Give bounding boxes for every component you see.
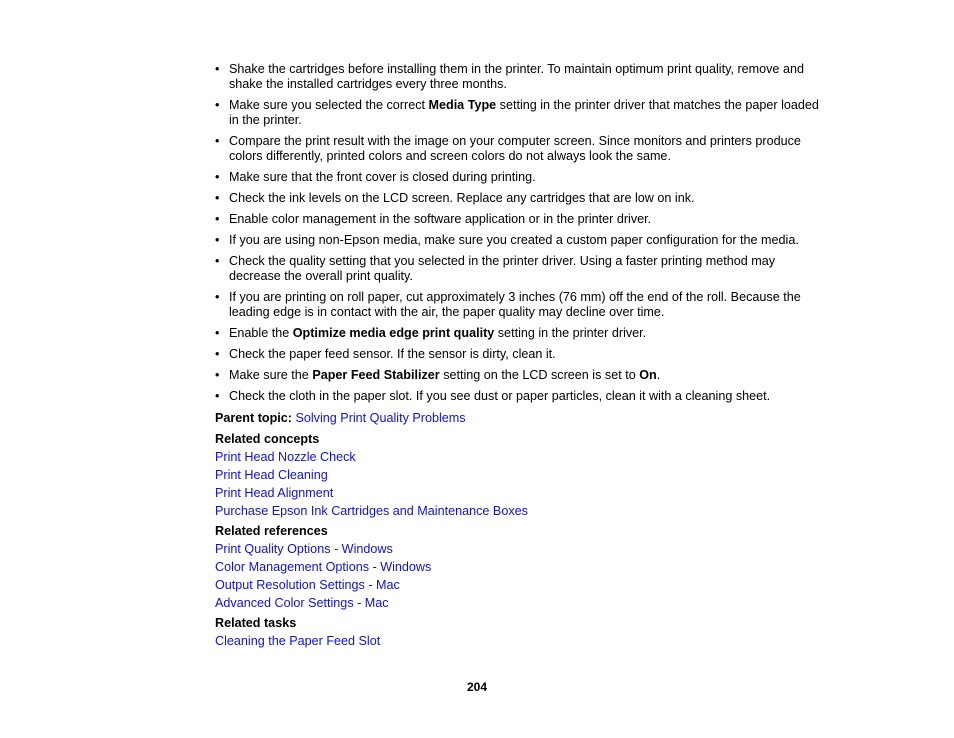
bullet-glyph: • xyxy=(215,62,220,76)
bullet-glyph: • xyxy=(215,98,220,112)
list-item xyxy=(215,254,825,284)
item-emphasis: Paper Feed Stabilizer xyxy=(312,368,440,382)
item-text: . xyxy=(656,368,661,382)
item-text: Check the paper feed sensor. If the sensor is dirty, clean it. xyxy=(229,347,556,361)
bullet-glyph: • xyxy=(215,191,220,205)
link-output-resolution-settings-mac[interactable]: Output Resolution Settings - Mac xyxy=(215,578,400,592)
list-item xyxy=(215,170,825,185)
item-text: Make sure that the front cover is closed during printing. xyxy=(229,170,536,184)
list-item xyxy=(215,212,825,227)
related-concepts-section xyxy=(215,430,835,520)
item-text: Enable color management in the software application or in the printer driver. xyxy=(229,212,652,226)
list-item xyxy=(215,233,825,248)
item-text: Compare the print result with the image on your computer screen. Since monitors and printers produce colors differently, printed colors and screen colors do not always look the same. xyxy=(229,134,801,163)
item-text: If you are using non-Epson media, make sure you created a custom paper configuration for the media. xyxy=(229,233,799,247)
link-print-head-cleaning[interactable]: Print Head Cleaning xyxy=(215,468,328,482)
page-number: 204 xyxy=(466,680,488,694)
item-emphasis: Optimize media edge print quality xyxy=(292,326,495,340)
related-references-section xyxy=(215,522,835,612)
parent-topic-link[interactable]: Solving Print Quality Problems xyxy=(295,411,466,425)
list-item xyxy=(215,389,825,404)
list-item xyxy=(215,191,825,206)
item-text: If you are printing on roll paper, cut approximately 3 inches (76 mm) off the end of the roll. Because the leading edge is in contact with the air, the paper quality may decline over time. xyxy=(229,290,801,319)
item-text: Make sure the xyxy=(229,368,313,382)
item-emphasis: On xyxy=(639,368,657,382)
bullet-glyph: • xyxy=(215,134,220,148)
bullet-glyph: • xyxy=(215,170,220,184)
bullet-glyph: • xyxy=(215,347,220,361)
related-concepts-heading: Related concepts xyxy=(215,432,320,446)
list-item xyxy=(215,326,825,341)
list-item xyxy=(215,290,825,320)
troubleshooting-list xyxy=(215,62,825,410)
item-text: Make sure you selected the correct xyxy=(229,98,429,112)
item-text: Shake the cartridges before installing them in the printer. To maintain optimum print quality, remove and shake the installed cartridges every three months. xyxy=(229,62,804,91)
item-text: Enable the xyxy=(229,326,293,340)
item-text: Check the quality setting that you selected in the printer driver. Using a faster printing method may decrease the overall print quality. xyxy=(229,254,776,283)
bullet-glyph: • xyxy=(215,368,220,382)
bullet-glyph: • xyxy=(215,254,220,268)
list-item xyxy=(215,134,825,164)
link-print-head-alignment[interactable]: Print Head Alignment xyxy=(215,486,334,500)
list-item xyxy=(215,62,825,92)
bullet-glyph: • xyxy=(215,326,220,340)
related-tasks-section xyxy=(215,614,835,650)
bullet-glyph: • xyxy=(215,290,220,304)
parent-topic xyxy=(215,409,835,427)
link-print-quality-options-windows[interactable]: Print Quality Options - Windows xyxy=(215,542,393,556)
item-text: Check the ink levels on the LCD screen. Replace any cartridges that are low on ink. xyxy=(229,191,695,205)
link-color-management-options-windows[interactable]: Color Management Options - Windows xyxy=(215,560,432,574)
item-text: setting in the printer driver that matches the paper loaded in the printer. xyxy=(229,98,819,127)
link-advanced-color-settings-mac[interactable]: Advanced Color Settings - Mac xyxy=(215,596,389,610)
bullet-glyph: • xyxy=(215,389,220,403)
link-print-head-nozzle-check[interactable]: Print Head Nozzle Check xyxy=(215,450,356,464)
bullet-glyph: • xyxy=(215,233,220,247)
parent-topic-label: Parent topic: xyxy=(215,411,292,425)
item-text: setting on the LCD screen is set to xyxy=(439,368,640,382)
related-references-heading: Related references xyxy=(215,524,328,538)
list-item xyxy=(215,347,825,362)
item-text: Check the cloth in the paper slot. If you see dust or paper particles, clean it with a cleaning sheet. xyxy=(229,389,771,403)
item-emphasis: Media Type xyxy=(428,98,497,112)
link-cleaning-paper-feed-slot[interactable]: Cleaning the Paper Feed Slot xyxy=(215,634,381,648)
list-item xyxy=(215,368,825,383)
item-text: setting in the printer driver. xyxy=(494,326,647,340)
link-purchase-cartridges[interactable]: Purchase Epson Ink Cartridges and Maintenance Boxes xyxy=(215,504,528,518)
related-tasks-heading: Related tasks xyxy=(215,616,297,630)
bullet-glyph: • xyxy=(215,212,220,226)
list-item xyxy=(215,98,825,128)
